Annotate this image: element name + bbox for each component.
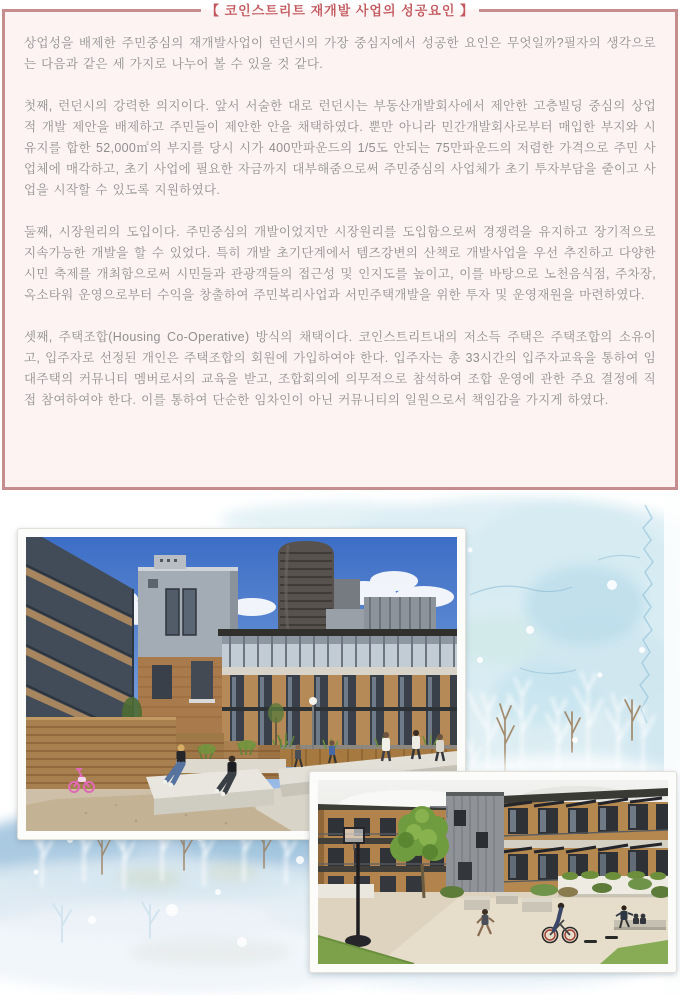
box-body	[5, 12, 675, 411]
photo-coin-street-courtyard	[309, 771, 677, 973]
paragraph-intro: 상업성을 배제한 주민중심의 재개발사업이 런던시의 가장 중심지에서 성공한 요인은 무엇일까?필자의 생각으로는 다음과 같은 세 가지로 나누어 볼 수 있을 것 같다.	[24, 36, 656, 71]
paragraph-second: 둘째, 시장원리의 도입이다. 주민중심의 개발이었지만 시장원리를 도입함으로써 경쟁력을 유지하고 장기적으로 지속가능한 개발을 할 수 있었다. 특히 개발 초기단계에서 템즈강변의 산책로 개발사업을 우선 추진하고 다양한 시민 축제를 개최함으로써 시민들과 관광객들의 접근성 및 인지도를 높이고, 이를 바탕으로 노천음식점, 주차장, 옥소타워 운영으로부터 수익을 창출하여 주민복리사업과 서민주택개발을 위한 투자 및 운영재원을 마련하였다.	[24, 225, 656, 302]
success-factors-box	[2, 3, 678, 490]
box-title: 【 코인스트리트 재개발 사업의 성공요인 】	[201, 1, 479, 20]
photo-2-scene	[318, 780, 668, 964]
paragraph-first: 첫째, 런던시의 강력한 의지이다. 앞서 서술한 대로 런던시는 부동산개발회사에서 제안한 고층빌딩 중심의 상업적 개발 제안을 배제하고 주민들이 제안한 안을 채택하였다. 뿐만 아니라 민간개발회사로부터 매입한 부지와 시유지를 합한 52,000㎡의 부지를 당시 시가 400만파운드의 1/5도 안되는 75만파운드의 저렴한 가격으로 주민 사업체에 매각하고, 초기 사업에 필요한 자금까지 대부해줌으로써 주민중심의 사업체가 초기 투자부담을 줄이고 사업을 시작할 수 있도록 지원하였다.	[24, 99, 656, 197]
photo-gallery	[0, 490, 680, 995]
paragraph-third: 셋째, 주택조합(Housing Co-Operative) 방식의 채택이다. 코인스트리트내의 저소득 주택은 주택조합의 소유이고, 입주자로 선정된 개인은 주택조합의 회원에 가입하여야 한다. 입주자는 총 33시간의 입주자교육을 통하여 임대주택의 커뮤니티 멤버로서의 교육을 받고, 조합회의에 의무적으로 참석하여 조합 운영에 관한 주요 결정에 직접 참여하여야 한다. 이를 통하여 단순한 임차인이 아닌 커뮤니티의 일원으로서 책임감을 가지게 하였다.	[24, 330, 656, 407]
